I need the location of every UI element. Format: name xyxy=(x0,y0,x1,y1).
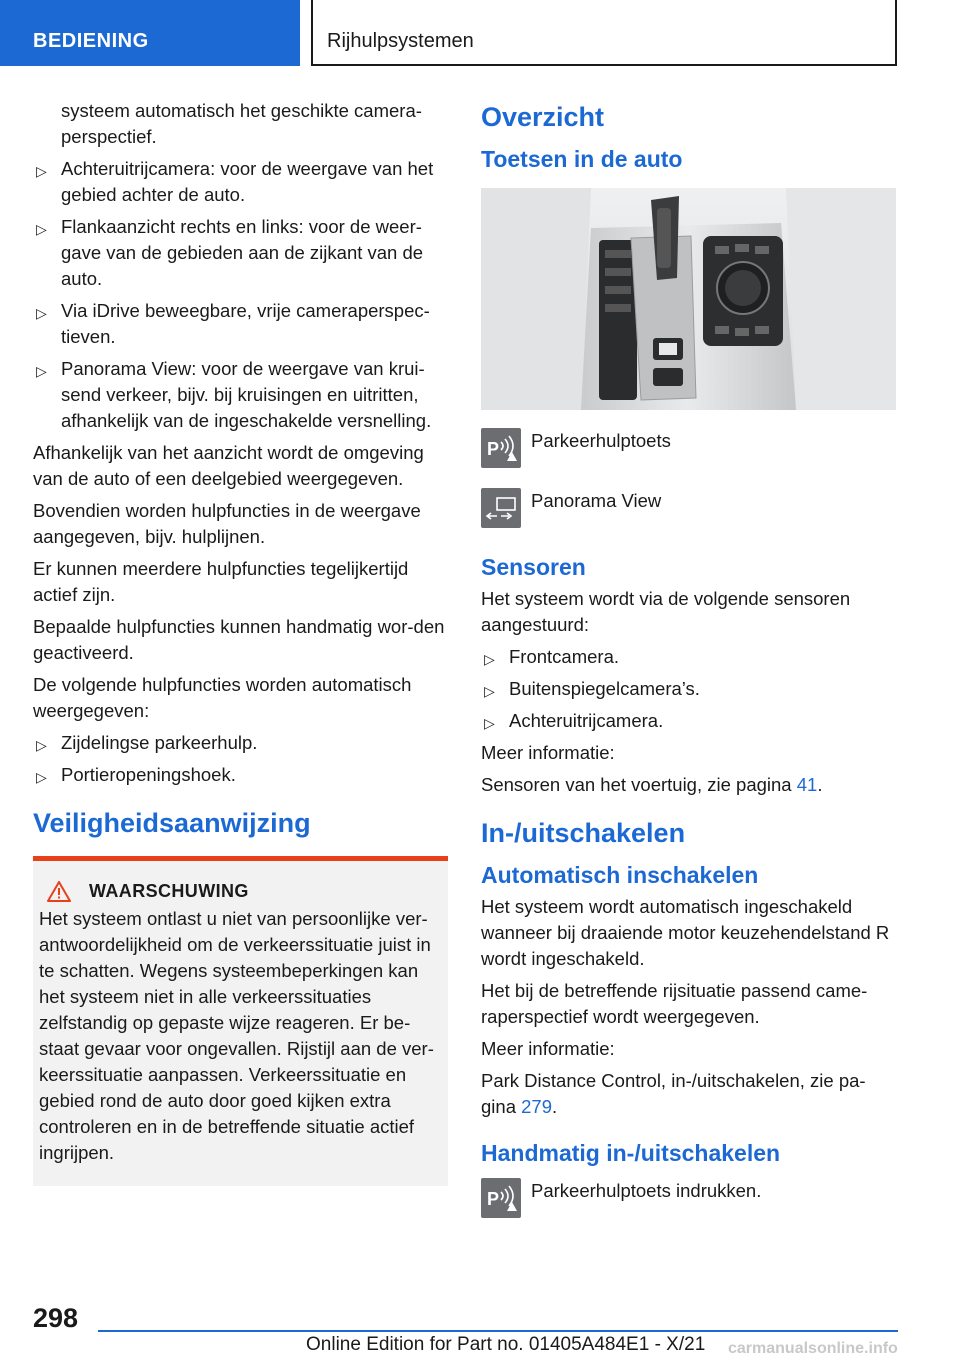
list-item: ▷ Achteruitrijcamera: voor de weergave van het gebied achter de auto. xyxy=(36,158,434,205)
sensors-intro: Het systeem wordt via de volgende sensoren aangestuurd: xyxy=(481,588,851,635)
warning-box xyxy=(33,856,448,1186)
warning-header xyxy=(39,881,440,902)
sensors-heading: Sensoren xyxy=(481,554,586,580)
list-item: ▷ Buitenspiegelcamera’s. xyxy=(481,676,896,702)
footer-rule xyxy=(98,1330,898,1332)
paragraph: Het bij de betreffende rijsituatie passend came-raperspectief wordt weergegeven. xyxy=(481,980,868,1027)
sensors-reference: Sensoren van het voertuig, zie pagina 41. xyxy=(481,774,823,795)
onoff-heading: In-/uitschakelen xyxy=(481,818,686,848)
triangle-bullet-icon: ▷ xyxy=(36,305,47,321)
more-info-label: Meer informatie: xyxy=(481,742,615,763)
buttons-heading: Toetsen in de auto xyxy=(481,146,683,172)
list-item: ▷ Zijdelingse parkeerhulp. xyxy=(33,730,448,756)
intro-continuation: systeem automatisch het geschikte camera-perspectief. xyxy=(61,100,422,147)
footer-watermark: carmanualsonline.info xyxy=(728,1340,898,1357)
pdc-reference: Park Distance Control, in-/uitschakelen, zie pa-gina 279. xyxy=(481,1070,866,1117)
triangle-bullet-icon: ▷ xyxy=(484,683,495,699)
triangle-bullet-icon: ▷ xyxy=(36,163,47,179)
manual-parking-assist-row xyxy=(481,1178,896,1218)
more-info-label: Meer informatie: xyxy=(481,1038,615,1059)
paragraph: Het systeem wordt automatisch ingeschakeld wanneer bij draaiende motor keuzehendelstand R wordt ingeschakeld. xyxy=(481,896,890,969)
manual-parking-assist-label: Parkeerhulptoets indrukken. xyxy=(531,1180,762,1201)
page-link-41[interactable]: 41 xyxy=(796,774,818,795)
section-tab: BEDIENING xyxy=(0,0,300,66)
panorama-view-icon xyxy=(481,488,521,528)
paragraph: Bovendien worden hulpfuncties in de weergave aangegeven, bijv. hulplijnen. xyxy=(33,500,421,547)
center-console-photo xyxy=(481,188,896,410)
page-header xyxy=(0,0,960,66)
panorama-view-button-row xyxy=(481,488,896,528)
list-item: ▷ Flankaanzicht rechts en links: voor de weer-gave van de gebieden aan de zijkant van de auto. xyxy=(36,216,424,289)
page-link-279[interactable]: 279 xyxy=(521,1096,552,1117)
list-item: ▷ Via iDrive beweegbare, vrije cameraperspec-tieven. xyxy=(36,300,430,347)
triangle-bullet-icon: ▷ xyxy=(484,715,495,731)
parking-assist-button-icon xyxy=(481,1178,521,1218)
center-console-illustration xyxy=(481,188,896,410)
parking-assist-button-icon xyxy=(481,428,521,468)
svg-text:P: P xyxy=(487,439,500,459)
left-column xyxy=(33,98,448,1186)
paragraph: De volgende hulpfuncties worden automatisch weergegeven: xyxy=(33,674,412,721)
warning-text: Het systeem ontlast u niet van persoonlijke ver-antwoordelijkheid om de verkeerssituatie juist in te schatten. Wegens systeembeperkingen kan het systeem niet in alle verkeerssituaties zelfstandig op gepaste wijze reageren. Er be-staat gevaar voor ongevallen. Rijstijl aan de ver-keerssituatie aanpassen. Verkeerssituatie en gebied rond de auto door goed kijken extra controleren en in de betreffende situatie actief ingrijpen. xyxy=(39,908,434,1163)
triangle-bullet-icon: ▷ xyxy=(36,221,47,237)
paragraph: Bepaalde hulpfuncties kunnen handmatig wor-den geactiveerd. xyxy=(33,616,445,663)
triangle-bullet-icon: ▷ xyxy=(484,651,495,667)
manual-onoff-heading: Handmatig in-/uitschakelen xyxy=(481,1140,781,1166)
auto-on-heading: Automatisch inschakelen xyxy=(481,862,759,888)
list-item: ▷ Frontcamera. xyxy=(481,644,896,670)
camera-view-list xyxy=(33,156,448,434)
sensors-list xyxy=(481,644,896,734)
parking-assist-label: Parkeerhulptoets xyxy=(531,430,671,451)
list-item: ▷ Panorama View: voor de weergave van krui-send verkeer, bijv. bij kruisingen en uitritten, afhankelijk van de ingeschakelde versnelling. xyxy=(36,358,432,431)
svg-text:P: P xyxy=(487,1189,500,1209)
paragraph: Er kunnen meerdere hulpfuncties tegelijkertijd actief zijn. xyxy=(33,558,409,605)
chapter-title: Rijhulpsystemen xyxy=(311,0,897,66)
paragraph: Afhankelijk van het aanzicht wordt de omgeving van de auto of een deelgebied weergegeven. xyxy=(33,442,424,489)
page-number: 298 xyxy=(33,1303,79,1333)
overview-heading: Overzicht xyxy=(481,102,605,132)
triangle-bullet-icon: ▷ xyxy=(36,769,47,785)
list-item: ▷ Portieropeningshoek. xyxy=(33,762,448,788)
safety-heading: Veiligheidsaanwijzing xyxy=(33,808,311,838)
auto-functions-list xyxy=(33,730,448,788)
footer-edition: Online Edition for Part no. 01405A484E1 - X/21 xyxy=(306,1334,706,1355)
triangle-bullet-icon: ▷ xyxy=(36,737,47,753)
parking-assist-button-row xyxy=(481,428,896,468)
list-item: ▷ Achteruitrijcamera. xyxy=(481,708,896,734)
warning-title: WAARSCHUWING xyxy=(89,881,249,901)
triangle-bullet-icon: ▷ xyxy=(36,363,47,379)
warning-triangle-icon xyxy=(47,881,71,902)
right-column xyxy=(481,98,896,1238)
panorama-view-label: Panorama View xyxy=(531,490,662,511)
